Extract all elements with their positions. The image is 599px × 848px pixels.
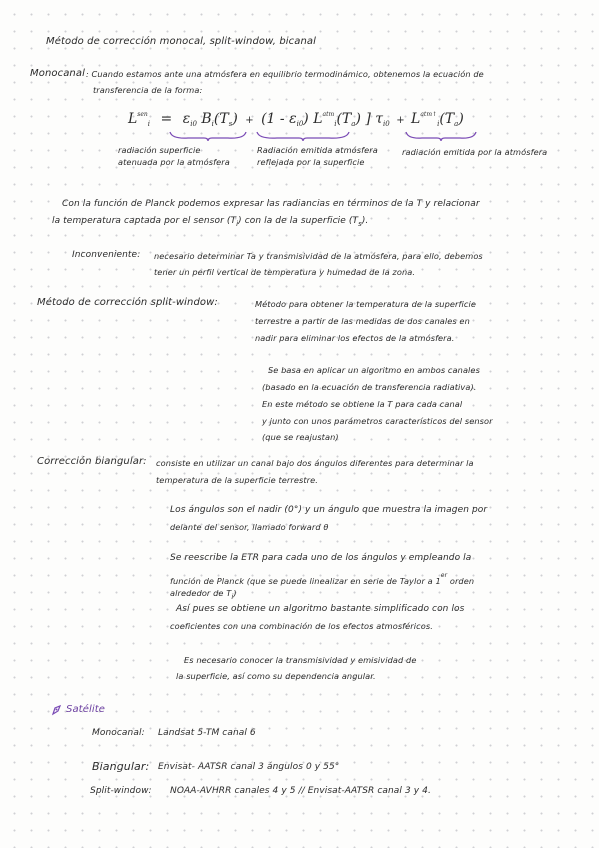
- eq-lhs: $L^{sen}_i$: [128, 111, 151, 128]
- monocanal-text-line1: : Cuando estamos ante una atmósfera en equilibrio termodinámico, obtenemos la ecuación de: [86, 69, 484, 79]
- biangular-p5-line1: Es necesario conocer la transmisividad y emisividad de: [184, 655, 417, 665]
- underbrace-term3-icon: [404, 130, 478, 142]
- biangular-p3-line3: alrededor de Ti): [170, 588, 237, 601]
- satelite-biangular-value: Envisat- AATSR canal 3 ángulos 0 y 55°: [158, 762, 340, 772]
- biangular-p5-line2: la superficie, así como su dependencia angular.: [176, 671, 376, 681]
- split-p2-line1: Se basa en aplicar un algoritmo en ambos canales: [268, 365, 480, 375]
- biangular-line2: temperatura de la superficie terrestre.: [156, 475, 318, 485]
- biangular-p2-line1: Los ángulos son el nadir (0°) y un ángulo que muestra la imagen por: [170, 505, 488, 515]
- satelite-monocanal-label: Monocanal:: [92, 728, 145, 738]
- split-p2-line4: y junto con unos parámetros característicos del sensor: [262, 416, 493, 426]
- inconveniente-line2: tener un perfil vertical de temperatura y humedad de la zona.: [154, 267, 416, 277]
- inconveniente-line1: necesario determinar Ta y transmisividad de la atmósfera, para ello, debemos: [154, 251, 483, 261]
- pen-bullet-icon: [50, 704, 62, 716]
- eq-term1: $\varepsilon_{i0}$ $B_i(T_s)$: [182, 111, 238, 128]
- split-line1: Método para obtener la temperatura de la superficie: [255, 299, 476, 309]
- note-reflected-radiation: Radiación emitida atmósfera: [257, 145, 378, 155]
- section-label-biangular: Corrección biangular:: [37, 456, 147, 467]
- satelite-split-label: Split-window:: [90, 786, 152, 796]
- biangular-p3-line2: función de Planck (que se puede linealizar en serie de Taylor a 1er orden: [170, 572, 475, 586]
- satelite-monocanal-value: Landsat 5-TM canal 6: [158, 728, 256, 738]
- eq-tau: $\tau_{i0}$: [375, 111, 390, 128]
- biangular-p2-line2: delante del sensor, llamado forward θ: [170, 522, 329, 532]
- radiative-transfer-equation: [128, 111, 464, 128]
- split-p2-line2: (basado en la ecuación de transferencia radiativa).: [262, 382, 477, 392]
- eq-equals: =: [160, 111, 173, 127]
- eq-bracket: ]: [365, 111, 371, 127]
- page-title: Método de corrección monocal, split-window, bicanal: [46, 36, 317, 47]
- eq-term2: $(1 - \varepsilon_{i0})$ $L^{atm}_i(T_a)$: [261, 111, 361, 128]
- planck-text-line1: Con la función de Planck podemos expresar las radiancias en términos de la T y relacionar: [62, 199, 480, 209]
- note-surface-radiation: radiación superficie: [118, 145, 201, 155]
- split-line3: nadir para eliminar los efectos de la atmósfera.: [255, 333, 455, 343]
- eq-plus-2: +: [396, 115, 405, 126]
- note-reflected-radiation-2: reflejada por la superficie: [257, 157, 365, 167]
- section-label-monocanal: Monocanal: [30, 68, 85, 79]
- inconveniente-label: Inconveniente:: [72, 250, 141, 260]
- eq-plus-1: +: [245, 115, 254, 126]
- monocanal-text-line2: transferencia de la forma:: [93, 85, 203, 95]
- satelite-heading: Satélite: [66, 704, 105, 715]
- split-p2-line5: (que se reajustan): [262, 432, 339, 442]
- biangular-p3-line1: Se reescribe la ETR para cada uno de los ángulos y empleando la: [170, 553, 472, 563]
- note-surface-radiation-2: atenuada por la atmósfera: [118, 157, 230, 167]
- biangular-p4-line2: coeficientes con una combinación de los efectos atmosféricos.: [170, 621, 433, 631]
- split-line2: terrestre a partir de las medidas de dos canales en: [255, 316, 470, 326]
- section-label-split-window: Método de corrección split-window:: [37, 297, 218, 308]
- biangular-p4-line1: Así pues se obtiene un algoritmo bastante simplificado con los: [176, 604, 465, 614]
- note-atmosphere-radiation: radiación emitida por la atmósfera: [402, 147, 548, 157]
- planck-text-line2: la temperatura captada por el sensor $(T_i)$ con la de la superficie $(T_s)$.: [52, 216, 369, 228]
- underbrace-term2-icon: [255, 130, 351, 142]
- split-p2-line3: En este método se obtiene la T para cada canal: [262, 399, 463, 409]
- satelite-split-value: NOAA-AVHRR canales 4 y 5 // Envisat-AATSR canal 3 y 4.: [170, 786, 431, 796]
- biangular-line1: consiste en utilizar un canal bajo dos ángulos diferentes para determinar la: [156, 458, 474, 468]
- satelite-biangular-label: Biangular:: [92, 760, 150, 773]
- eq-term3: $L^{atm↑}_i(T_a)$: [411, 111, 464, 128]
- underbrace-term1-icon: [168, 130, 248, 142]
